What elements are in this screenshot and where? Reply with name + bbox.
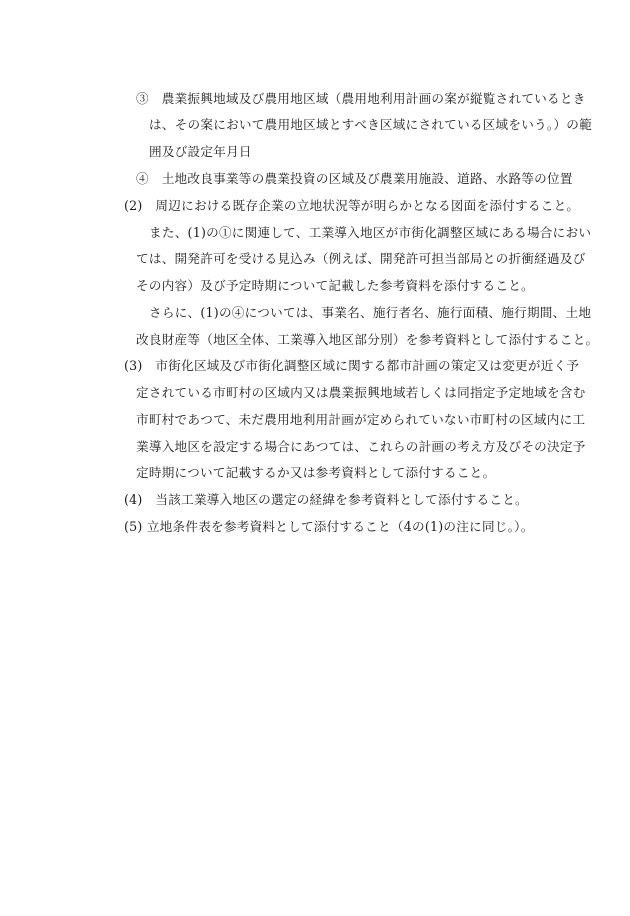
text-line-section-2: (2) 周辺における既存企業の立地状況等が明らかとなる図面を添付すること。	[124, 198, 580, 213]
text-line-section-2-para-b2: 改良財産等（地区全体、工業導入地区部分別）を参考資料として添付すること。	[136, 332, 599, 347]
text-line-section-3-cont4: 定時期について記載するか又は参考資料として添付すること。	[136, 465, 496, 480]
text-line-item-3-end: 囲及び設定年月日	[149, 144, 252, 159]
text-line-section-2-para-b1: さらに、(1)の④については、事業名、施行者名、施行面積、施行期間、土地	[149, 305, 592, 320]
text-line-section-2-para-a3: その内容）及び予定時期について記載した参考資料を添付すること。	[136, 278, 534, 293]
text-line-section-3-cont2: 市町村であつて、未だ農用地利用計画が定められていない市町村の区域内に工	[136, 412, 586, 427]
text-line-item-3-cont: は、その案において農用地区域とすべき区域にされている区域をいう。）の範	[149, 117, 592, 132]
text-line-section-3-cont1: 定されている市町村の区域内又は農業振興地域若しくは同指定予定地域を含む	[136, 385, 586, 400]
text-line-section-5: (5) 立地条件表を参考資料として添付すること（4の(1)の注に同じ。）。	[124, 519, 534, 534]
text-line-section-4: (4) 当該工業導入地区の選定の経緯を参考資料として添付すること。	[124, 492, 528, 507]
text-line-section-2-para-a2: ては、開発許可を受ける見込み（例えば、開発許可担当部局との折衝経過及び	[136, 251, 586, 266]
text-line-section-2-para-a1: また、(1)の①に関連して、工業導入地区が市街化調整区域にある場合におい	[149, 225, 592, 240]
text-line-item-4: ④ 土地改良事業等の農業投資の区域及び農業用施設、道路、水路等の位置	[136, 171, 573, 186]
text-line-section-3: (3) 市街化区域及び市街化調整区域に関する都市計画の策定又は変更が近く予	[124, 358, 580, 373]
text-line-item-3-head: ③ 農業振興地域及び農用地区域（農用地利用計画の案が縦覧されているとき	[136, 91, 586, 106]
text-line-section-3-cont3: 業導入地区を設定する場合にあつては、これらの計画の考え方及びその決定予	[136, 439, 586, 454]
